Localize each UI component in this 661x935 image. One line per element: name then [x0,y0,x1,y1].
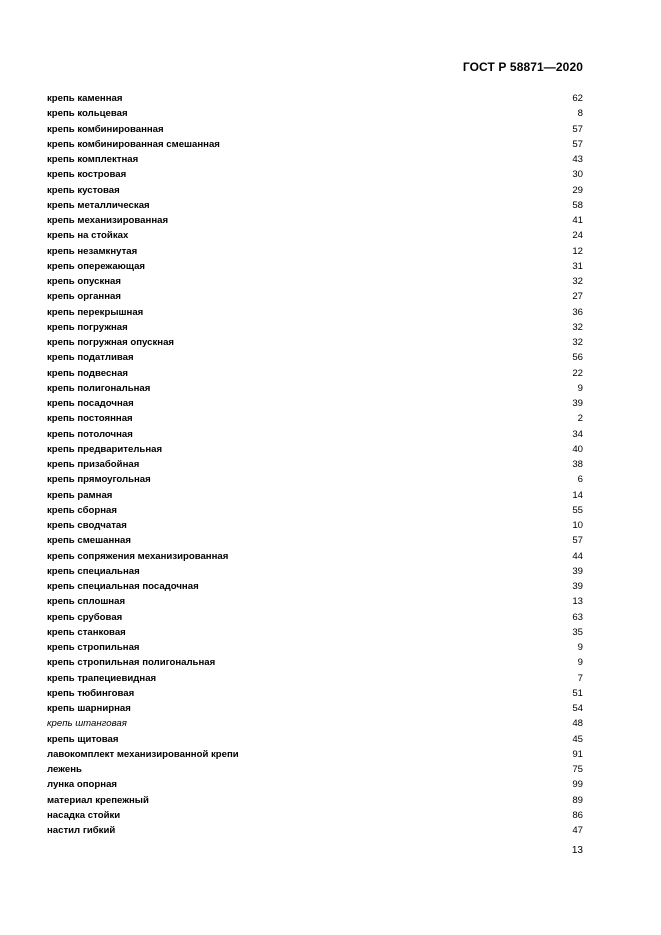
index-term: крепь щитовая [47,733,119,745]
index-entry [47,808,583,823]
index-entry [47,183,583,198]
index-page-ref: 22 [572,367,583,379]
index-entry [47,91,583,106]
index-term: крепь каменная [47,93,123,104]
index-page-ref: 43 [572,154,583,165]
index-entry [47,442,583,457]
index-entry [47,106,583,121]
index-page-ref: 40 [572,443,583,455]
index-page-ref: 55 [572,504,583,516]
index-page-ref: 32 [572,337,583,348]
index-term: насадка стойки [47,809,121,821]
index-page-ref: 39 [572,581,583,592]
index-term: крепь предварительная [47,443,163,455]
index-page-ref: 32 [572,321,583,333]
index-term: крепь органная [47,291,121,303]
index-page-ref: 8 [577,108,583,120]
index-page-ref: 63 [572,611,583,623]
index-page-ref: 91 [572,748,583,760]
index-entry [47,381,583,396]
index-term: крепь погружная опускная [47,337,175,348]
index-entry [47,549,583,564]
index-entry [47,640,583,655]
index-page-ref: 57 [572,138,583,150]
index-entry [47,716,583,731]
index-term: крепь специальная [47,565,140,577]
index-term: крепь срубовая [47,611,123,623]
index-list [47,91,583,838]
index-term: крепь сопряжения механизированная [47,550,229,562]
index-entry [47,122,583,137]
index-page-ref: 58 [572,199,583,211]
index-entry [47,350,583,365]
index-page-ref: 30 [572,169,583,181]
index-entry [47,625,583,640]
index-entry [47,396,583,411]
index-entry [47,274,583,289]
index-entry [47,732,583,747]
index-term: крепь комплектная [47,154,139,165]
index-page-ref: 44 [572,550,583,562]
index-term: крепь перекрышная [47,306,144,318]
index-term: крепь кольцевая [47,108,128,120]
index-entry [47,488,583,503]
index-entry [47,152,583,167]
index-entry [47,335,583,350]
index-term: крепь шарнирная [47,703,131,714]
index-entry [47,777,583,792]
index-page-ref: 29 [572,184,583,196]
index-entry [47,289,583,304]
index-page-ref: 32 [572,276,583,287]
index-term: крепь штанговая [47,718,127,730]
index-page-ref: 34 [572,428,583,440]
index-term: материал крепежный [47,794,149,806]
index-term: крепь постоянная [47,413,133,425]
index-term: крепь погружная [47,321,128,333]
index-page-ref: 14 [572,489,583,501]
index-page-ref: 2 [577,413,583,425]
index-page-ref: 36 [572,306,583,318]
index-term: крепь станковая [47,626,126,638]
index-term: настил гибкий [47,825,116,836]
index-page-ref: 31 [572,260,583,272]
index-page-ref: 99 [572,779,583,791]
index-entry [47,579,583,594]
index-page-ref: 10 [572,520,583,531]
index-entry [47,472,583,487]
index-page-ref: 56 [572,352,583,364]
index-page-ref: 7 [577,672,583,684]
index-term: крепь тюбинговая [47,687,135,699]
index-entry [47,701,583,716]
index-entry [47,259,583,274]
index-page-ref: 62 [572,93,583,104]
index-term: крепь трапециевидная [47,672,157,684]
index-page-ref: 9 [577,382,583,394]
index-entry [47,411,583,426]
index-term: крепь полигональная [47,382,151,394]
index-page-ref: 45 [572,733,583,745]
index-page-ref: 51 [572,687,583,699]
index-page-ref: 41 [572,215,583,226]
index-entry [47,427,583,442]
index-term: крепь костровая [47,169,127,181]
index-term: крепь прямоугольная [47,474,151,486]
index-term: крепь специальная посадочная [47,581,199,592]
index-page-ref: 89 [572,794,583,806]
index-page-ref: 48 [572,718,583,730]
index-page-ref: 57 [572,123,583,135]
index-term: крепь сплошная [47,596,126,608]
index-page-ref: 35 [572,626,583,638]
index-entry [47,533,583,548]
index-term: крепь подвесная [47,367,129,379]
index-page-ref: 9 [577,642,583,653]
index-entry [47,762,583,777]
index-term: крепь стропильная [47,642,140,653]
index-entry [47,503,583,518]
index-page-ref: 57 [572,535,583,547]
index-page-ref: 12 [572,245,583,257]
index-term: крепь на стойках [47,230,129,242]
index-term: крепь сборная [47,504,117,516]
index-term: крепь стропильная полигональная [47,657,216,669]
index-term: крепь механизированная [47,215,169,226]
index-term: крепь незамкнутая [47,245,138,257]
index-entry [47,366,583,381]
index-term: крепь опускная [47,276,121,287]
index-term: лунка опорная [47,779,118,791]
index-entry [47,198,583,213]
index-term: крепь посадочная [47,398,134,409]
index-entry [47,686,583,701]
index-entry [47,137,583,152]
index-term: крепь кустовая [47,184,120,196]
index-entry [47,655,583,670]
index-page-ref: 27 [572,291,583,303]
index-page-ref: 13 [572,596,583,608]
index-entry [47,518,583,533]
index-term: крепь потолочная [47,428,133,440]
index-entry [47,564,583,579]
index-page-ref: 39 [572,565,583,577]
index-term: крепь комбинированная [47,123,164,135]
index-entry [47,320,583,335]
index-entry [47,244,583,259]
index-term: лавокомплект механизированной крепи [47,748,239,760]
index-page-ref: 86 [572,809,583,821]
index-term: крепь сводчатая [47,520,127,531]
index-term: лежень [47,764,82,775]
index-term: крепь металлическая [47,199,150,211]
index-entry [47,610,583,625]
index-term: крепь призабойная [47,459,140,470]
index-entry [47,167,583,182]
index-page-ref: 9 [577,657,583,669]
index-entry [47,457,583,472]
index-entry [47,823,583,838]
index-page-ref: 47 [572,825,583,836]
index-entry [47,671,583,686]
index-page-ref: 6 [577,474,583,486]
index-page-ref: 75 [572,764,583,775]
index-term: крепь рамная [47,489,113,501]
index-term: крепь податливая [47,352,134,364]
index-page-ref: 54 [572,703,583,714]
index-entry [47,747,583,762]
index-entry [47,213,583,228]
index-entry [47,305,583,320]
index-page-ref: 39 [572,398,583,409]
index-term: крепь опережающая [47,260,146,272]
index-page-ref: 24 [572,230,583,242]
document-header: ГОСТ Р 58871—2020 [462,60,583,74]
index-term: крепь комбинированная смешанная [47,138,220,150]
index-term: крепь смешанная [47,535,131,547]
page-number: 13 [571,845,583,856]
index-entry [47,793,583,808]
index-page-ref: 38 [572,459,583,470]
index-entry [47,228,583,243]
index-entry [47,594,583,609]
